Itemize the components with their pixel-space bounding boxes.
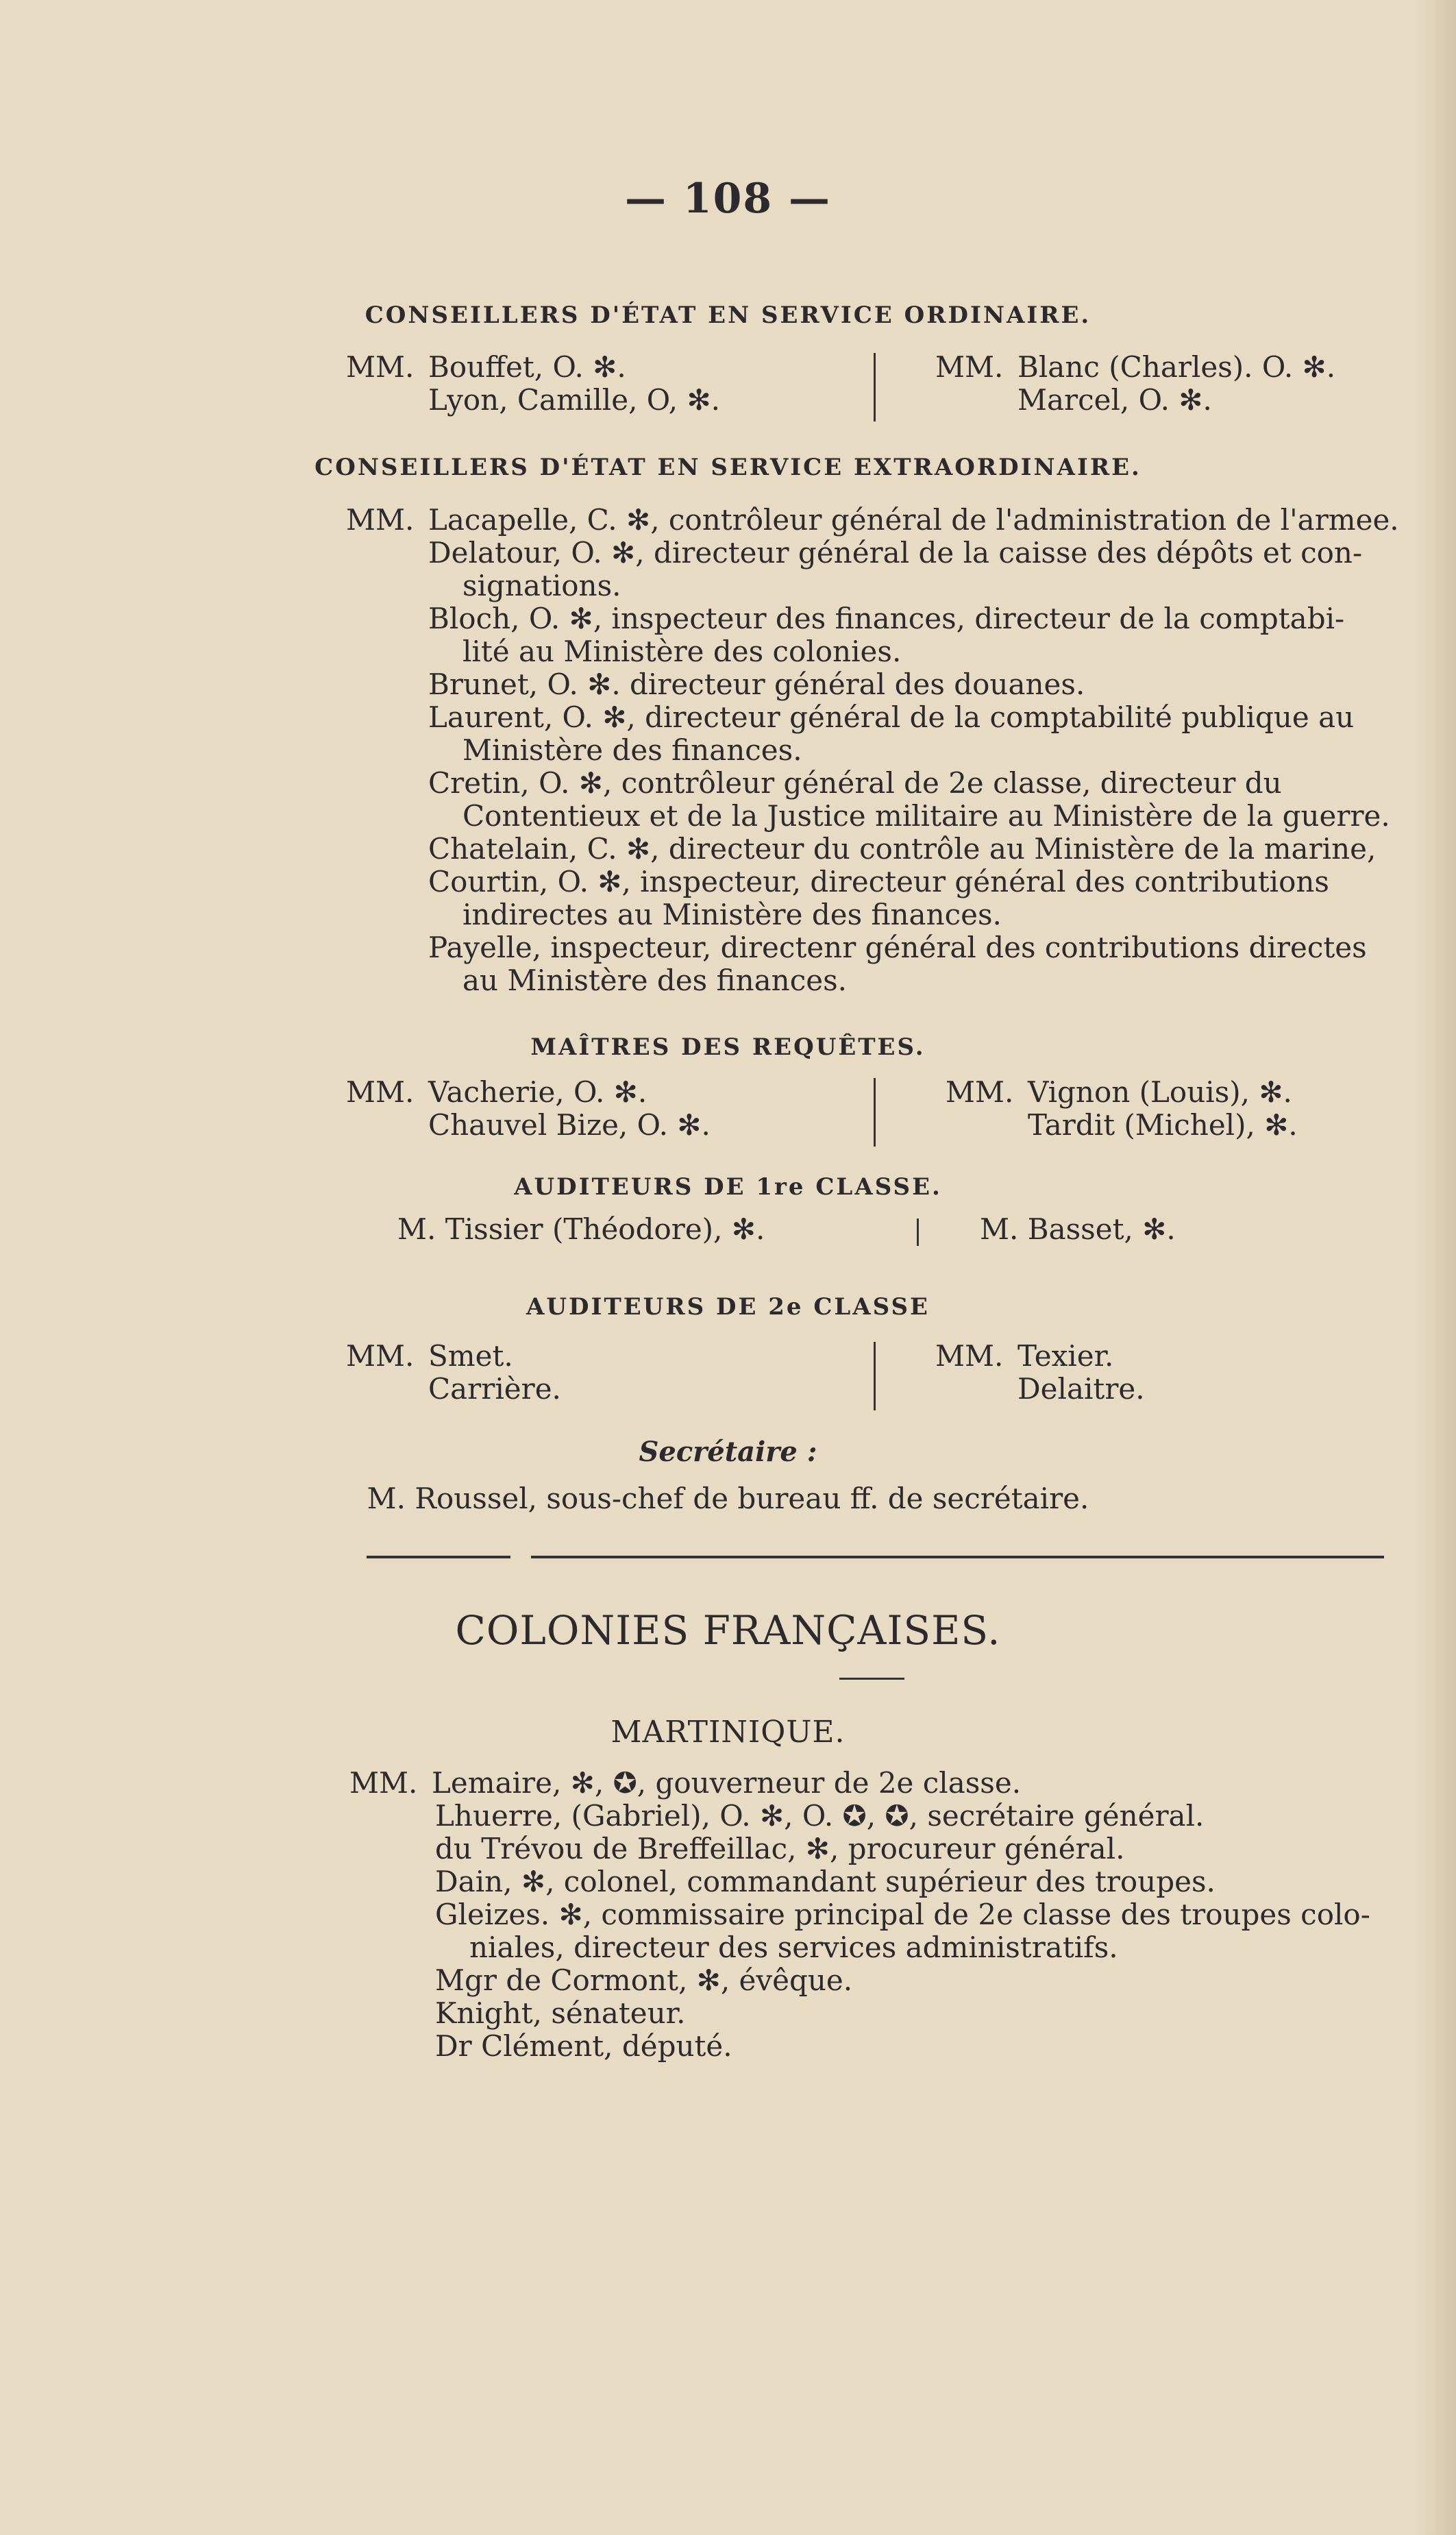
- prefix: M.: [397, 1212, 436, 1246]
- column-divider: [917, 1218, 919, 1246]
- name: Texier.: [1017, 1339, 1114, 1373]
- auditeurs1-right: [980, 1213, 1176, 1246]
- column-divider: [874, 1078, 876, 1147]
- colonies-line-8: Dr Clément, député.: [435, 2029, 732, 2063]
- maitres-left-2: Chauvel Bize, O. ✻.: [428, 1108, 711, 1142]
- name: Basset, ✻.: [1027, 1212, 1176, 1246]
- extra-line-6: Laurent, O. ✻, directeur général de la comptabilité publique au: [428, 700, 1355, 734]
- auditeurs1-left: [397, 1213, 765, 1246]
- prefix: MM.: [935, 1339, 1004, 1373]
- column-divider: [874, 353, 876, 421]
- auditeurs2-right-1: [935, 1340, 1113, 1373]
- extra-line-12: indirectes au Ministère des finances.: [462, 898, 1002, 931]
- maitres-right-1: [946, 1076, 1292, 1109]
- name: Tissier (Théodore), ✻.: [445, 1212, 765, 1246]
- extra-line-5: Brunet, O. ✻. directeur général des douanes.: [428, 668, 1085, 701]
- auditeurs2-left-1: [346, 1340, 513, 1373]
- prefix: MM.: [346, 503, 415, 537]
- prefix: MM.: [349, 1766, 418, 1800]
- page-edge-shadow: [1415, 0, 1456, 2535]
- ordinaire-right-1: [935, 351, 1335, 384]
- extra-line-9: Contentieux et de la Justice militaire au Ministère de la guerre.: [462, 799, 1390, 833]
- prefix: MM.: [946, 1075, 1014, 1109]
- title-underline: [839, 1678, 904, 1680]
- maitres-right-2: Tardit (Michel), ✻.: [1028, 1108, 1298, 1142]
- colonies-line-0: [349, 1767, 1021, 1800]
- prefix: MM.: [346, 1075, 415, 1109]
- extra-line-2: signations.: [462, 569, 621, 602]
- heading-service-ordinaire: CONSEILLERS D'ÉTAT EN SERVICE ORDINAIRE.: [365, 302, 1091, 329]
- extra-line-11: Courtin, O. ✻, inspecteur, directeur général des contributions: [428, 865, 1329, 898]
- ordinaire-left-1: [346, 351, 626, 384]
- heading-maitres: MAÎTRES DES REQUÊTES.: [530, 1033, 926, 1061]
- colonies-title: COLONIES FRANÇAISES.: [455, 1607, 1001, 1654]
- page-number: — 108 —: [624, 175, 832, 223]
- extra-line-8: Cretin, O. ✻, contrôleur général de 2e classe, directeur du: [428, 766, 1282, 800]
- name: Vacherie, O. ✻.: [428, 1075, 647, 1109]
- maitres-left-1: [346, 1076, 647, 1109]
- extra-line-13: Payelle, inspecteur, directenr général des contributions directes: [428, 931, 1367, 964]
- prefix: MM.: [346, 350, 415, 384]
- colonies-line-4: Gleizes. ✻, commissaire principal de 2e classe des troupes colo-: [435, 1898, 1370, 1931]
- colonies-line-2: du Trévou de Breffeillac, ✻, procureur général.: [435, 1832, 1125, 1865]
- secretaire-line: M. Roussel, sous-chef de bureau ff. de secrétaire.: [367, 1482, 1089, 1515]
- separator-rule: [367, 1556, 510, 1558]
- ordinaire-right-2: Marcel, O. ✻.: [1017, 383, 1212, 417]
- name: Vignon (Louis), ✻.: [1028, 1075, 1292, 1109]
- colonies-line-1: Lhuerre, (Gabriel), O. ✻, O. ✪, ✪, secrétaire général.: [435, 1799, 1205, 1833]
- heading-service-extraordinaire: CONSEILLERS D'ÉTAT EN SERVICE EXTRAORDINAIRE.: [314, 454, 1142, 481]
- colonies-line-5: niales, directeur des services administratifs.: [469, 1931, 1118, 1964]
- colonies-line-7: Knight, sénateur.: [435, 1996, 686, 2030]
- secretaire-label: Secrétaire :: [639, 1436, 817, 1468]
- extra-line-4: lité au Ministère des colonies.: [462, 635, 902, 668]
- colonies-line-6: Mgr de Cormont, ✻, évêque.: [435, 1963, 853, 1997]
- separator-rule: [531, 1556, 1384, 1558]
- heading-auditeurs-1: AUDITEURS DE 1re CLASSE.: [514, 1173, 942, 1201]
- name: Smet.: [428, 1339, 513, 1373]
- extra-line-7: Ministère des finances.: [462, 733, 802, 767]
- extra-line-14: au Ministère des finances.: [462, 964, 848, 997]
- text: Lemaire, ✻, ✪, gouverneur de 2e classe.: [432, 1766, 1022, 1800]
- auditeurs2-right-2: Delaitre.: [1017, 1372, 1145, 1406]
- column-divider: [874, 1342, 876, 1410]
- ordinaire-left-2: Lyon, Camille, O, ✻.: [428, 383, 720, 417]
- heading-auditeurs-2: AUDITEURS DE 2e CLASSE: [526, 1293, 930, 1321]
- text: Lacapelle, C. ✻, contrôleur général de l'administration de l'armee.: [428, 503, 1399, 537]
- prefix: MM.: [935, 350, 1004, 384]
- name: Bouffet, O. ✻.: [428, 350, 626, 384]
- auditeurs2-left-2: Carrière.: [428, 1372, 561, 1406]
- prefix: MM.: [346, 1339, 415, 1373]
- colonies-subtitle: MARTINIQUE.: [610, 1715, 846, 1750]
- extra-line-0: [346, 504, 1399, 537]
- colonies-line-3: Dain, ✻, colonel, commandant supérieur des troupes.: [435, 1865, 1216, 1898]
- name: Blanc (Charles). O. ✻.: [1017, 350, 1336, 384]
- extra-line-10: Chatelain, C. ✻, directeur du contrôle au Ministère de la marine,: [428, 832, 1377, 866]
- prefix: M.: [980, 1212, 1019, 1246]
- extra-line-1: Delatour, O. ✻, directeur général de la caisse des dépôts et con-: [428, 536, 1363, 570]
- extra-line-3: Bloch, O. ✻, inspecteur des finances, directeur de la comptabi-: [428, 602, 1345, 635]
